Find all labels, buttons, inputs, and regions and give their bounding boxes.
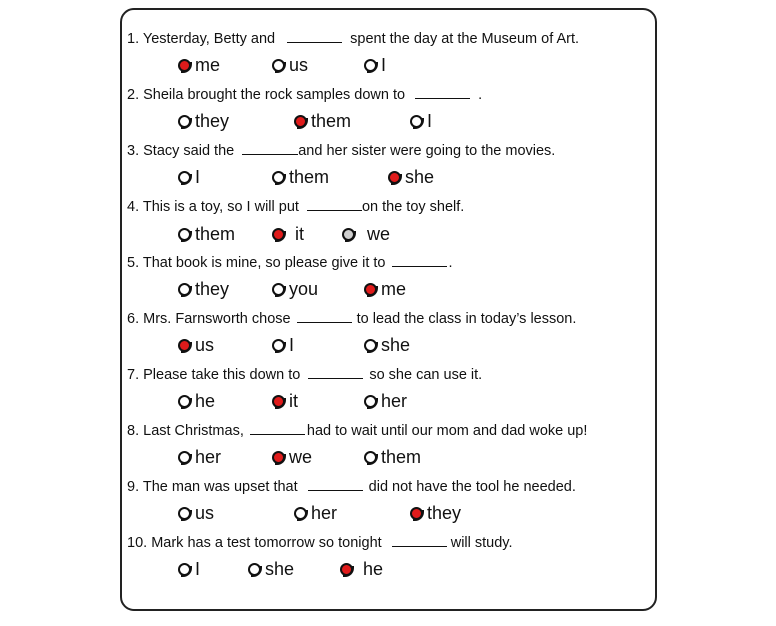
radio-bubble-icon (364, 283, 377, 296)
question-number: 1. (127, 31, 140, 47)
option-label: them (311, 111, 352, 131)
radio-bubble-icon (178, 115, 191, 128)
option-label: it (289, 391, 298, 411)
radio-bubble-icon (272, 171, 285, 184)
question-text-before: That book is mine, so please give it to (142, 255, 386, 271)
options-row-6 (0, 335, 776, 361)
option-q3-them[interactable] (272, 167, 329, 188)
options-row-4 (0, 224, 776, 250)
option-q9-us[interactable] (178, 503, 214, 524)
question-10 (127, 535, 513, 551)
question-number: 7. (127, 367, 140, 383)
option-label: he (195, 391, 216, 411)
radio-bubble-icon (178, 563, 191, 576)
radio-bubble-icon (410, 115, 423, 128)
radio-bubble-icon (272, 228, 285, 241)
radio-bubble-icon (364, 339, 377, 352)
radio-bubble-icon (388, 171, 401, 184)
question-9 (127, 479, 576, 495)
radio-bubble-icon (178, 228, 191, 241)
radio-bubble-icon (248, 563, 261, 576)
options-row-9 (0, 503, 776, 529)
option-q8-her[interactable] (178, 447, 221, 468)
radio-bubble-icon (272, 59, 285, 72)
question-text-before: This is a toy, so I will put (142, 199, 299, 215)
answer-blank (242, 153, 298, 155)
answer-blank (392, 545, 447, 547)
options-row-10 (0, 559, 776, 585)
option-q7-her[interactable] (364, 391, 407, 412)
question-text-after: will study. (450, 535, 513, 551)
radio-bubble-icon (178, 171, 191, 184)
option-q3-i[interactable] (178, 167, 200, 188)
answer-blank (308, 377, 363, 379)
radio-bubble-icon (272, 339, 285, 352)
option-q3-she[interactable] (388, 167, 434, 188)
answer-blank (287, 41, 342, 43)
option-label: she (381, 335, 411, 355)
option-label: them (289, 167, 330, 187)
options-row-5 (0, 279, 776, 305)
question-text-after: so she can use it. (369, 367, 483, 383)
option-label: they (195, 111, 230, 131)
option-label: we (289, 447, 313, 467)
question-text-before: Last Christmas, (143, 423, 244, 439)
radio-bubble-icon (178, 507, 191, 520)
question-text-before: Yesterday, Betty and (142, 31, 276, 47)
option-q7-he[interactable] (178, 391, 215, 412)
options-row-8 (0, 447, 776, 473)
radio-bubble-icon (410, 507, 423, 520)
question-text-after: had to wait until our mom and dad woke up! (306, 423, 588, 439)
option-label: me (381, 279, 407, 299)
option-label: us (289, 55, 309, 75)
question-number: 9. (127, 479, 140, 495)
option-q9-they[interactable] (410, 503, 461, 524)
option-q9-her[interactable] (294, 503, 337, 524)
radio-bubble-icon (272, 395, 285, 408)
question-text-before: Mrs. Farnsworth chose (143, 311, 291, 327)
option-q5-me[interactable] (364, 279, 406, 300)
radio-bubble-icon (178, 395, 191, 408)
question-text-before: Mark has a test tomorrow so tonight (151, 535, 382, 551)
option-q6-she[interactable] (364, 335, 410, 356)
option-q1-us[interactable] (272, 55, 308, 76)
option-label: it (295, 224, 304, 244)
option-q10-she[interactable] (248, 559, 294, 580)
option-label: we (367, 224, 391, 244)
radio-bubble-icon (364, 59, 377, 72)
question-text-before: Sheila brought the rock samples down to (143, 87, 406, 103)
option-q1-me[interactable] (178, 55, 220, 76)
radio-bubble-icon (178, 339, 191, 352)
option-label: her (195, 447, 222, 467)
option-q8-them[interactable] (364, 447, 421, 468)
question-4 (127, 199, 464, 215)
option-label: them (195, 224, 236, 244)
options-row-2 (0, 111, 776, 137)
question-text-after: to lead the class in today’s lesson. (356, 311, 577, 327)
option-label: I (195, 167, 201, 187)
question-text-before: The man was upset that (142, 479, 298, 495)
radio-bubble-icon (342, 228, 355, 241)
radio-bubble-icon (294, 507, 307, 520)
option-q5-they[interactable] (178, 279, 229, 300)
option-label: you (289, 279, 319, 299)
option-q4-it[interactable] (272, 224, 304, 245)
option-q2-they[interactable] (178, 111, 229, 132)
answer-blank (297, 321, 352, 323)
options-row-3 (0, 167, 776, 193)
option-q4-them[interactable] (178, 224, 235, 245)
answer-blank (308, 489, 363, 491)
question-7 (127, 367, 482, 383)
option-q4-we[interactable] (342, 224, 390, 245)
answer-blank (250, 433, 305, 435)
question-text-after: . (448, 255, 453, 271)
option-q6-us[interactable] (178, 335, 214, 356)
question-number: 4. (127, 199, 140, 215)
radio-bubble-icon (294, 115, 307, 128)
option-label: she (265, 559, 295, 579)
option-q8-we[interactable] (272, 447, 312, 468)
answer-blank (392, 265, 447, 267)
question-text-before: Please take this down to (143, 367, 301, 383)
option-label: they (195, 279, 230, 299)
option-label: her (381, 391, 408, 411)
option-label: I (289, 335, 295, 355)
question-number: 10. (127, 535, 148, 551)
option-label: I (381, 55, 387, 75)
question-8 (127, 423, 587, 439)
question-number: 5. (127, 255, 140, 271)
radio-bubble-icon (178, 59, 191, 72)
question-2 (127, 87, 482, 103)
question-3 (127, 143, 555, 159)
radio-bubble-icon (178, 451, 191, 464)
question-text-after: did not have the tool he needed. (368, 479, 576, 495)
option-label: them (381, 447, 422, 467)
option-label: I (427, 111, 433, 131)
question-text-after: and her sister were going to the movies. (298, 143, 556, 159)
option-label: she (405, 167, 435, 187)
option-q6-i[interactable] (272, 335, 294, 356)
option-label: us (195, 503, 215, 523)
question-5 (127, 255, 453, 271)
answer-blank (415, 97, 470, 99)
question-number: 2. (127, 87, 140, 103)
option-q10-he[interactable] (340, 559, 383, 580)
question-1 (127, 31, 579, 47)
option-label: they (427, 503, 462, 523)
option-q2-i[interactable] (410, 111, 432, 132)
option-q5-you[interactable] (272, 279, 318, 300)
radio-bubble-icon (364, 395, 377, 408)
answer-blank (307, 209, 362, 211)
option-label: me (195, 55, 221, 75)
question-number: 8. (127, 423, 140, 439)
radio-bubble-icon (340, 563, 353, 576)
option-label: her (311, 503, 338, 523)
option-label: us (195, 335, 215, 355)
option-q10-i[interactable] (178, 559, 200, 580)
question-text-after: . (478, 87, 483, 103)
radio-bubble-icon (272, 451, 285, 464)
question-number: 3. (127, 143, 140, 159)
question-6 (127, 311, 576, 327)
question-text-after: spent the day at the Museum of Art. (350, 31, 580, 47)
radio-bubble-icon (364, 451, 377, 464)
question-number: 6. (127, 311, 140, 327)
radio-bubble-icon (272, 283, 285, 296)
option-label: I (195, 559, 201, 579)
radio-bubble-icon (178, 283, 191, 296)
option-label: he (363, 559, 384, 579)
question-text-before: Stacy said the (143, 143, 235, 159)
option-q1-i[interactable] (364, 55, 386, 76)
options-row-7 (0, 391, 776, 417)
options-row-1 (0, 55, 776, 81)
option-q2-them[interactable] (294, 111, 351, 132)
question-text-after: on the toy shelf. (361, 199, 465, 215)
option-q7-it[interactable] (272, 391, 298, 412)
